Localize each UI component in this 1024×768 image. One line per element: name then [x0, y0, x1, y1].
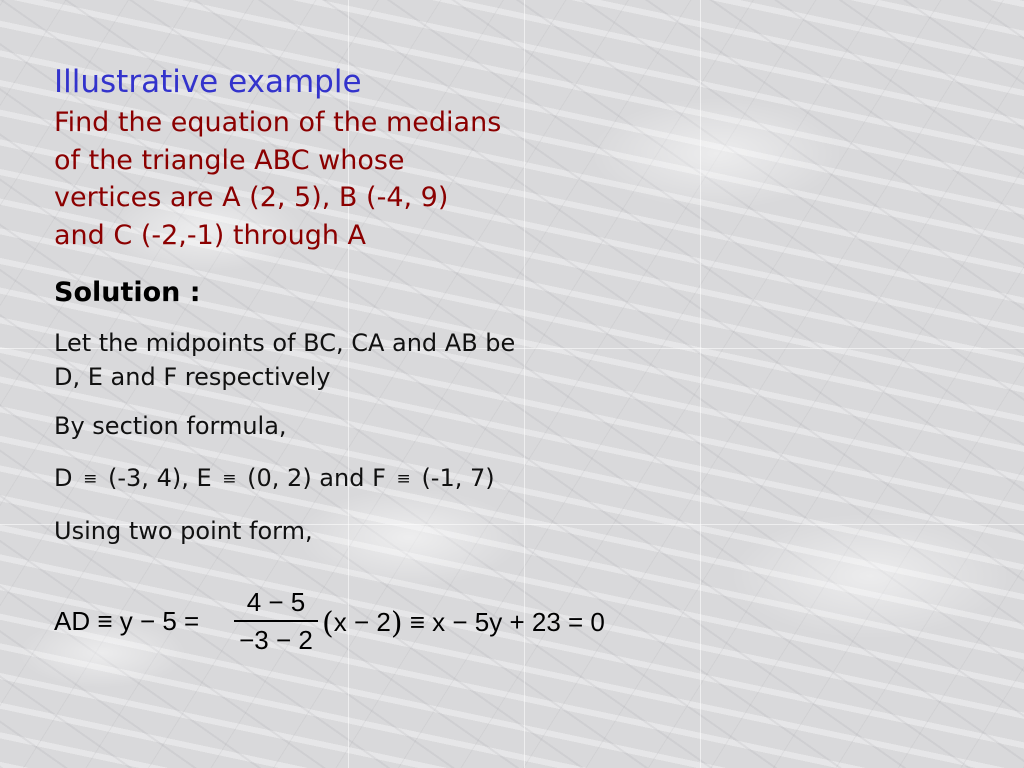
- problem-statement: [54, 104, 674, 254]
- solution-label: Solution :: [54, 277, 201, 308]
- equiv-symbol: ≡: [83, 469, 98, 489]
- problem-line: Find the equation of the medians: [54, 107, 502, 138]
- point-e-value: (0, 2) and F: [247, 464, 386, 492]
- equation-inner: x − 2: [333, 607, 391, 637]
- equiv-symbol: ≡: [222, 469, 237, 489]
- section-formula-text: By section formula,: [54, 412, 287, 440]
- median-equation: [54, 586, 714, 662]
- equation-lhs: AD ≡ y − 5 =: [54, 606, 200, 636]
- point-f-value: (-1, 7): [421, 464, 495, 492]
- slide-content: [54, 62, 674, 548]
- midpoint-values: [54, 461, 674, 496]
- slide-heading: Illustrative example: [54, 64, 362, 100]
- point-d-label: D: [54, 464, 73, 492]
- fraction-denominator: −3 − 2: [239, 624, 313, 655]
- midpoints-statement: [54, 326, 674, 394]
- equation-rhs: ≡ x − 5y + 23 = 0: [409, 607, 605, 637]
- problem-line: of the triangle ABC whose: [54, 144, 405, 176]
- close-paren: ): [390, 606, 403, 641]
- midpoints-line: D, E and F respectively: [54, 363, 331, 391]
- open-paren: (: [322, 606, 334, 641]
- problem-line: and C (-2,-1) through A: [54, 219, 367, 251]
- fraction-numerator: 4 − 5: [246, 587, 306, 617]
- slope-fraction: [230, 586, 322, 656]
- midpoints-line: Let the midpoints of BC, CA and AB be: [54, 329, 516, 357]
- equiv-symbol: ≡: [396, 469, 411, 489]
- two-point-form-text: Using two point form,: [54, 517, 313, 545]
- equation-rhs-group: [322, 606, 605, 641]
- problem-line: vertices are A (2, 5), B (-4, 9): [54, 182, 449, 213]
- point-d-value: (-3, 4), E: [108, 464, 212, 492]
- fraction-bar: [234, 620, 318, 622]
